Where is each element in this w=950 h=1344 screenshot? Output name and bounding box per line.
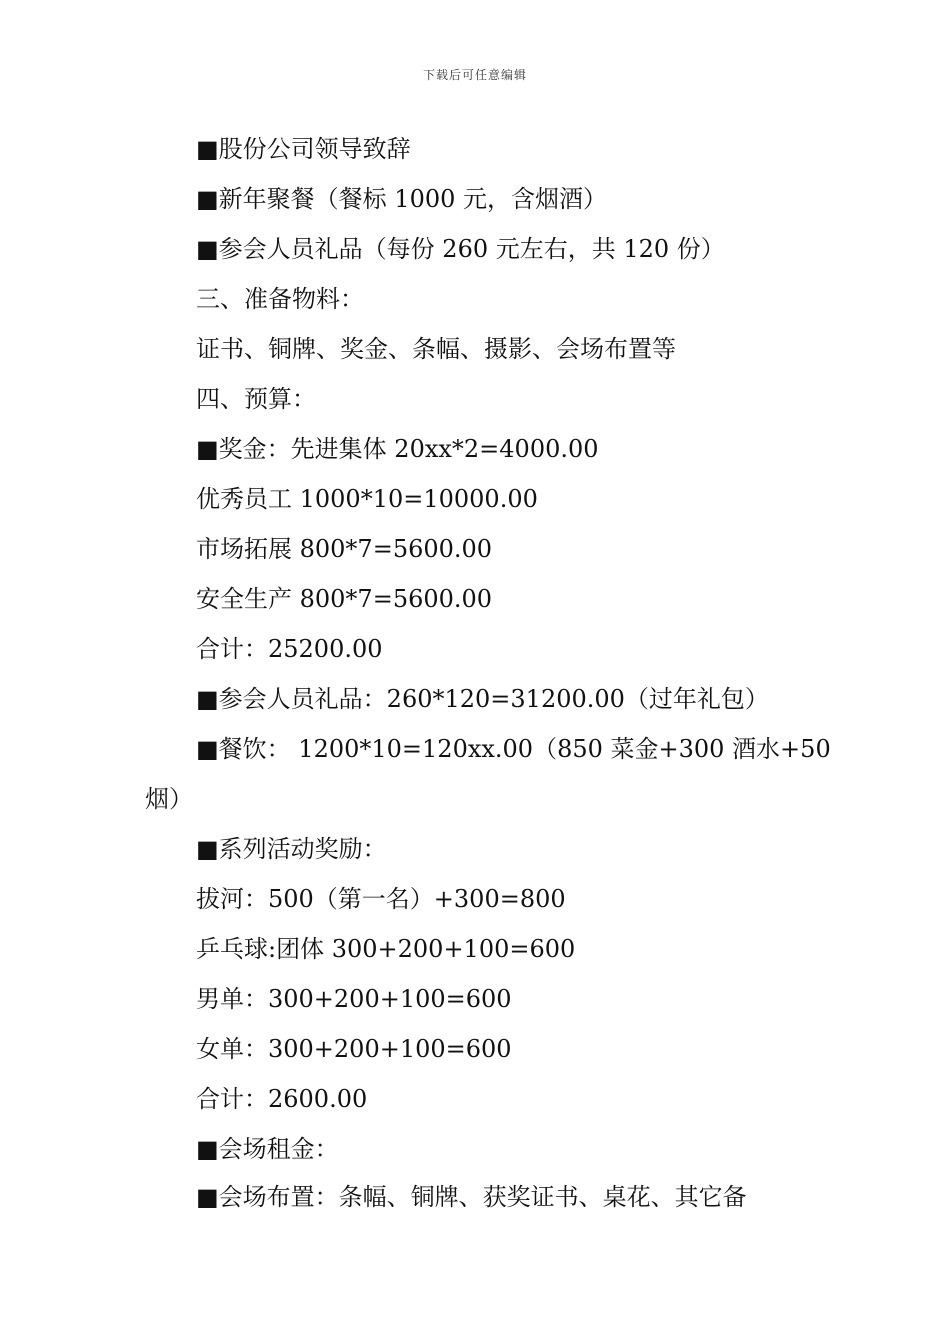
doc-line-materials-list: 证书、铜牌、奖金、条幅、摄影、会场布置等 [196, 335, 676, 363]
doc-heading-budget: 四、预算： [196, 385, 316, 413]
doc-line-bonus-employee: 优秀员工 1000*10=10000.00 [196, 485, 538, 513]
page-header: 下载后可任意编辑 [422, 68, 527, 82]
doc-heading-materials: 三、准备物料： [196, 285, 364, 313]
doc-line-venue-rent: ■会场租金： [196, 1135, 339, 1163]
doc-line-womens-singles: 女单：300+200+100=600 [196, 1035, 512, 1063]
doc-line-bonus-market: 市场拓展 800*7=5600.00 [196, 535, 493, 563]
doc-line-catering-cont: 烟） [145, 785, 193, 813]
doc-line-new-year-dinner: ■新年聚餐（餐标 1000 元，含烟酒） [196, 185, 608, 213]
doc-line-venue-decor: ■会场布置：条幅、铜牌、获奖证书、桌花、其它备 [196, 1183, 747, 1211]
doc-line-bonus-safety: 安全生产 800*7=5600.00 [196, 585, 493, 613]
doc-line-gifts-budget: ■参会人员礼品：260*120=31200.00（过年礼包） [196, 685, 769, 713]
doc-line-bonus-collective: ■奖金：先进集体 20xx*2=4000.00 [196, 435, 599, 463]
doc-line-activity-total: 合计：2600.00 [196, 1085, 368, 1113]
doc-line-attendee-gifts: ■参会人员礼品（每份 260 元左右，共 120 份） [196, 235, 725, 263]
doc-line-catering: ■餐饮： 1200*10=120xx.00（850 菜金+300 酒水+50 [196, 735, 831, 763]
doc-line-activity-rewards: ■系列活动奖励： [196, 835, 387, 863]
doc-line-table-tennis-team: 乒乓球:团体 300+200+100=600 [196, 935, 576, 963]
doc-line-tug-of-war: 拔河：500（第一名）+300=800 [196, 885, 566, 913]
doc-line-bonus-total: 合计：25200.00 [196, 635, 383, 663]
doc-line-leader-speech: ■股份公司领导致辞 [196, 135, 411, 163]
doc-line-mens-singles: 男单：300+200+100=600 [196, 985, 512, 1013]
